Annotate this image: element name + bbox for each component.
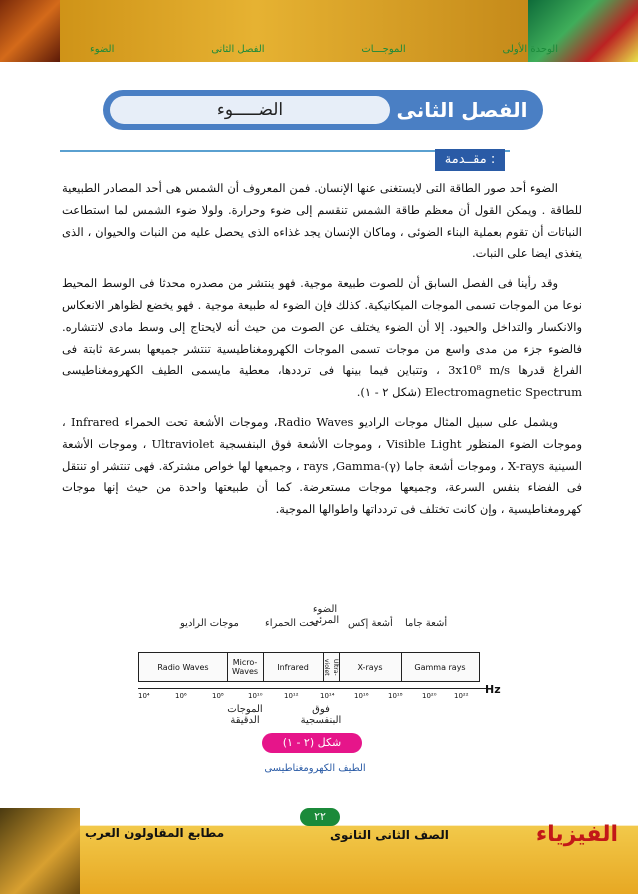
label-uv: فوق البنفسجية xyxy=(300,704,342,726)
tick-label: 10¹⁰ xyxy=(248,692,263,700)
label-infrared: تحت الحمراء xyxy=(265,618,319,629)
chapter-label: الفصل الثانى xyxy=(396,98,528,122)
body-text xyxy=(62,178,582,529)
tick-label: 10¹⁴ xyxy=(320,692,335,700)
label-gamma: أشعة جاما xyxy=(405,618,448,629)
breadcrumb xyxy=(90,44,558,60)
tick-label: 10⁸ xyxy=(212,692,224,700)
figure-caption: شكل (٢ - ١) xyxy=(262,733,362,753)
segment-xrays: X-rays xyxy=(339,653,402,681)
page-number: ٢٢ xyxy=(300,808,340,826)
segment-micro: Micro-Waves xyxy=(227,653,264,681)
unit-label: Hz xyxy=(485,683,501,696)
paragraph: الضوء أحد صور الطاقة التى لايستغنى عنها الإنسان. فمن المعروف أن الشمس هى أحد المصادر الطبيعية للطاقة . ويمكن القول أن معظم طاقة الشمس تنقسم إلى ضوء وحرارة. ولولا ضوء الشمس لما استطاعت النباتات أن تقوم بعملية البناء الضوئى ، وماكان الإنسان يجد غذاءه الذى يحصل عليه من النبات والحيوان ، الذى يتغذى ايضا على النبات. xyxy=(62,181,582,261)
publisher: مطابع المقاولون العرب xyxy=(85,826,225,840)
segment-radio: Radio Waves xyxy=(139,653,228,681)
tick-label: 10²⁰ xyxy=(422,692,437,700)
breadcrumb-chapter: الفصل الثانى xyxy=(211,44,265,55)
segment-uv: Ultra-violet xyxy=(323,653,340,681)
label-microwaves: الموجات الدقيقة xyxy=(227,704,263,726)
label-xrays: أشعة إكس xyxy=(348,618,393,629)
label-visible: الضوء المرئى xyxy=(310,604,340,626)
tick-label: 10¹⁶ xyxy=(354,692,369,700)
breadcrumb-unit: الوحدة الأولى xyxy=(502,44,558,55)
breadcrumb-topic: الموجـــات xyxy=(361,44,406,55)
header-image-left xyxy=(0,0,60,62)
spectrum-bar xyxy=(138,652,480,682)
tick-label: 10⁴ xyxy=(138,692,150,700)
chapter-topic: الضـــــوء xyxy=(216,100,284,120)
paragraph: ويشمل على سبيل المثال موجات الراديو Radio Waves، وموجات الأشعة تحت الحمراء Infrared ، وموجات الضوء المنظور Visible Light ، وموجات الأشعة فوق البنفسجية Ultraviolet ، وموجات الأشعة السينية X-rays ، وموجات أشعة جاما (γ)-rays ,Gamma ، وجميعها لها خواص مشتركة. فهى تنتشر او تنتقل فى الفضاء بنفس السرعة، وجميعها موجات مستعرضة. كما أن طبيعتها واحدة من حيث إنها موجات كهرومغناطيسية ، وإن كانت تختلف فى تردداتها واطوالها الموجية. xyxy=(62,414,582,517)
tick-label: 10²² xyxy=(454,692,469,700)
tick-label: 10¹² xyxy=(284,692,299,700)
breadcrumb-subject: الضوء xyxy=(90,44,115,55)
footer-image-left xyxy=(0,808,80,894)
book-grade: الصف الثانى الثانوى xyxy=(330,828,449,842)
tick-label: 10¹⁸ xyxy=(388,692,403,700)
spectrum-figure xyxy=(120,600,500,730)
tick-label: 10⁶ xyxy=(175,692,187,700)
segment-infrared: Infrared xyxy=(263,653,324,681)
figure-subtitle: الطيف الكهرومغناطيسى xyxy=(264,763,366,774)
frequency-axis xyxy=(138,688,488,689)
intro-heading: مقــدمة : xyxy=(435,149,505,171)
book-subject: الفيزياء xyxy=(535,822,618,847)
label-radio: موجات الراديو xyxy=(180,618,239,629)
segment-gamma: Gamma rays xyxy=(414,662,466,672)
paragraph: وقد رأينا فى الفصل السابق أن للصوت طبيعة موجية. فهو ينتشر من مصدره محدثا فى الوسط المحيط نوعا من الموجات تسمى الموجات الميكانيكية. كذلك فإن الضوء له طبيعة موجية . فهو يخضع لظواهر الانعكاس والانكسار والتداخل والحيود. إلا أن الضوء يختلف عن الصوت من حيث أنه لايحتاج إلى وسط مادى لانتشاره. فالضوء جزء من مدى واسع من موجات تسمى الموجات الكهرومغناطيسية تنتشر جميعها بسرعة ثابتة فى الفراغ قدرها 3x10⁸ m/s ، وتتباين فيما بينها فى ترددها، معطية مايسمى الطيف الكهرومغناطيسى Electromagnetic Spectrum (شكل ٢ - ١). xyxy=(62,276,582,400)
